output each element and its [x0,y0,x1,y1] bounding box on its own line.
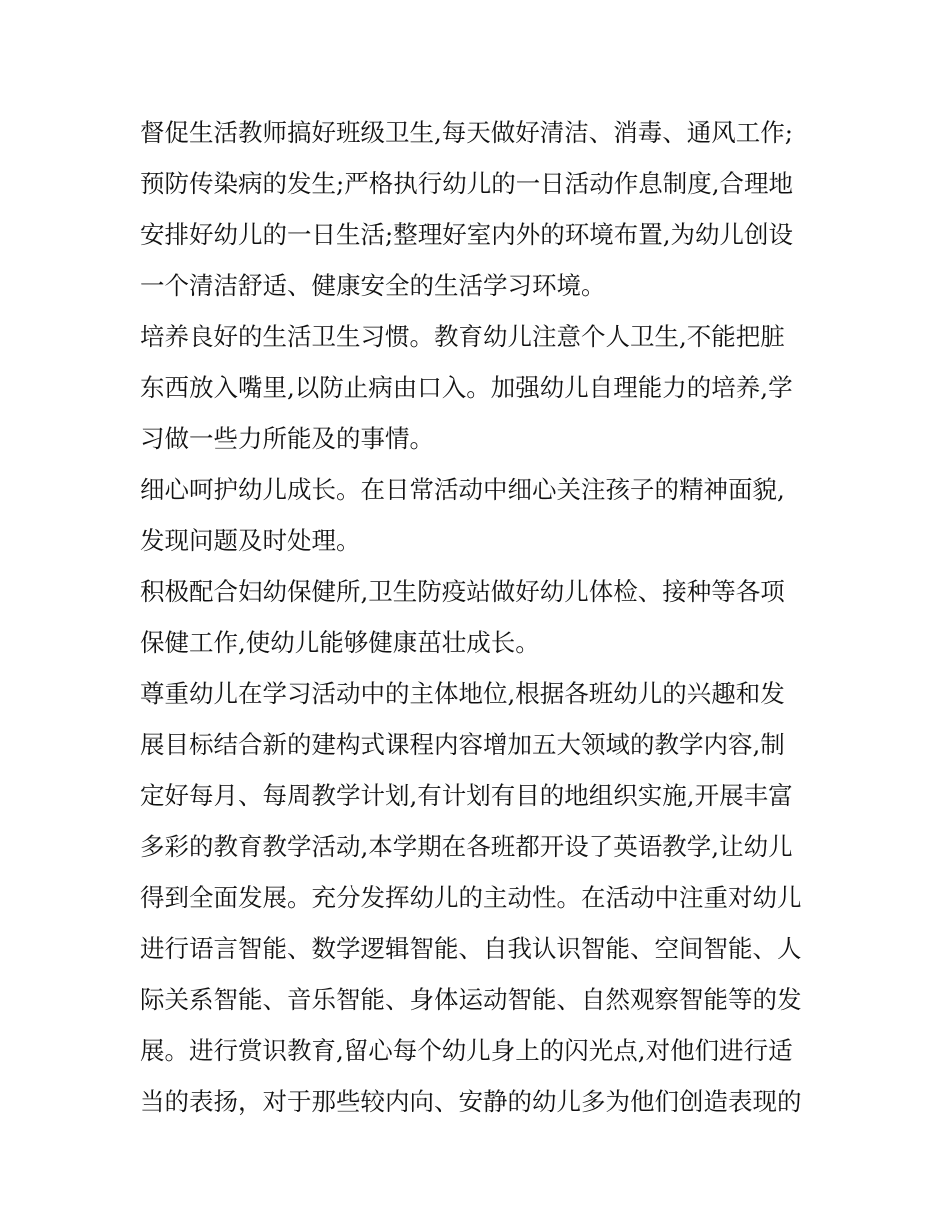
text-line: 尊重幼儿在学习活动中的主体地位,根据各班幼儿的兴趣和发 [140,679,785,708]
text-line: 预防传染病的发生;严格执行幼儿的一日活动作息制度,合理地 [140,169,794,198]
text-line: 当的表扬，对于那些较内向、安静的幼儿多为他们创造表现的 [140,1087,802,1116]
document-body [140,107,820,1127]
text-line: 际关系智能、音乐智能、身体运动智能、自然观察智能等的发 [140,985,802,1014]
text-line: 保健工作,使幼儿能够健康茁壮成长。 [140,628,540,657]
text-line: 培养良好的生活卫生习惯。教育幼儿注意个人卫生,不能把脏 [140,322,785,351]
text-line: 定好每月、每周教学计划,有计划有目的地组织实施,开展丰富 [140,781,793,810]
text-line: 习做一些力所能及的事情。 [140,424,434,453]
text-line: 展目标结合新的建构式课程内容增加五大领域的教学内容,制 [140,730,785,759]
text-line: 细心呵护幼儿成长。在日常活动中细心关注孩子的精神面貌, [140,475,785,504]
text-line: 得到全面发展。充分发挥幼儿的主动性。在活动中注重对幼儿 [140,883,802,912]
text-line: 积极配合妇幼保健所,卫生防疫站做好幼儿体检、接种等各项 [140,577,785,606]
text-line: 展。进行赏识教育,留心每个幼儿身上的闪光点,对他们进行适 [140,1036,793,1065]
text-line: 多彩的教育教学活动,本学期在各班都开设了英语教学,让幼儿 [140,832,793,861]
text-line: 发现问题及时处理。 [140,526,361,555]
text-line: 一个清洁舒适、健康安全的生活学习环境。 [140,271,606,300]
text-line: 督促生活教师搞好班级卫生,每天做好清洁、消毒、通风工作; [140,118,794,147]
text-line: 进行语言智能、数学逻辑智能、自我认识智能、空间智能、人 [140,934,802,963]
text-line: 安排好幼儿的一日生活;整理好室内外的环境布置,为幼儿创设 [140,220,794,249]
text-line: 东西放入嘴里,以防止病由口入。加强幼儿自理能力的培养,学 [140,373,793,402]
